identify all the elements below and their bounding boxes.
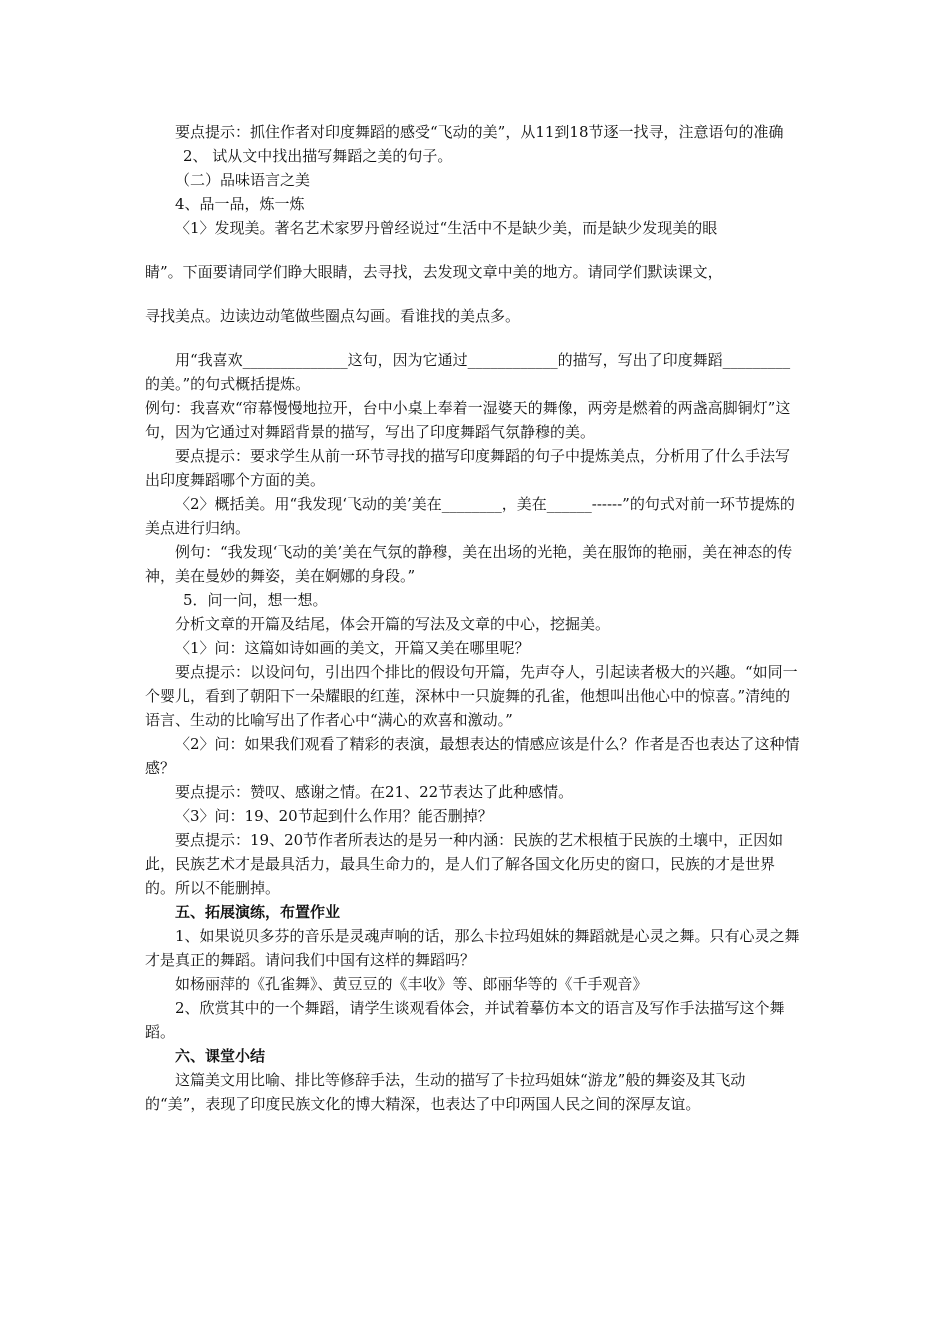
paragraph: 〈3〉问：19、20节起到什么作用？能否删掉？ bbox=[175, 807, 493, 825]
section-heading: 六、课堂小结 bbox=[175, 1047, 266, 1065]
paragraph: 要点提示：赞叹、感谢之情。在21、22节表达了此种感情。 bbox=[175, 783, 574, 801]
paragraph: 如杨丽萍的《孔雀舞》、黄豆豆的《丰收》等、郎丽华等的《千手观音》 bbox=[175, 975, 648, 993]
paragraph: 〈2〉概括美。用“我发现‘飞动的美’美在________，美在______------”的句式对前一环节提炼的美点进行归纳。 bbox=[145, 495, 795, 537]
paragraph: 2、 试从文中找出描写舞蹈之美的句子。 bbox=[183, 147, 453, 165]
paragraph: （二）品味语言之美 bbox=[175, 171, 311, 189]
paragraph: 这篇美文用比喻、排比等修辞手法，生动的描写了卡拉玛姐妹“游龙”般的舞姿及其飞动的“美”，表现了印度民族文化的博大精深，也表达了中印两国人民之间的深厚友谊。 bbox=[145, 1071, 746, 1113]
paragraph: 〈2〉问：如果我们观看了精彩的表演，最想表达的情感应该是什么？作者是否也表达了这种情感？ bbox=[145, 735, 800, 777]
paragraph: 例句：我喜欢“帘幕慢慢地拉开，台中小桌上奉着一湿婆天的舞像，两旁是燃着的两盏高脚铜灯”这句，因为它通过对舞蹈背景的描写，写出了印度舞蹈气氛静穆的美。 bbox=[145, 399, 791, 441]
paragraph: 寻找美点。边读边动笔做些圈点勾画。看谁找的美点多。 bbox=[145, 307, 521, 325]
paragraph: 要点提示：以设问句，引出四个排比的假设句开篇，先声夺人，引起读者极大的兴趣。“如同一个婴儿，看到了朝阳下一朵耀眼的红莲，深林中一只旋舞的孔雀，他想叫出他心中的惊喜。”清纯的语言、生动的比喻写出了作者心中“满心的欢喜和激动。” bbox=[145, 663, 798, 729]
paragraph: 用“我喜欢______________这句，因为它通过____________的描写，写出了印度舞蹈_________的美。”的句式概括提炼。 bbox=[145, 351, 791, 393]
paragraph: 〈1〉问：这篇如诗如画的美文，开篇又美在哪里呢？ bbox=[175, 639, 530, 657]
paragraph: 分析文章的开篇及结尾，体会开篇的写法及文章的中心，挖掘美。 bbox=[175, 615, 611, 633]
paragraph: 睛”。下面要请同学们睁大眼睛，去寻找，去发现文章中美的地方。请同学们默读课文， bbox=[145, 263, 723, 281]
paragraph: 要点提示：抓住作者对印度舞蹈的感受“飞动的美”，从11到18节逐一找寻，注意语句的准确 bbox=[175, 123, 784, 141]
paragraph: 例句：“我发现‘飞动的美’美在气氛的静穆，美在出场的光艳，美在服饰的艳丽，美在神态的传神，美在曼妙的舞姿，美在婀娜的身段。” bbox=[145, 543, 793, 585]
paragraph: 〈1〉发现美。著名艺术家罗丹曾经说过“生活中不是缺少美，而是缺少发现美的眼 bbox=[175, 219, 718, 237]
paragraph: 2、欣赏其中的一个舞蹈，请学生谈观看体会，并试着摹仿本文的语言及写作手法描写这个舞蹈。 bbox=[145, 999, 785, 1041]
paragraph: 5．问一问，想一想。 bbox=[183, 591, 328, 609]
paragraph: 4、品一品，炼一炼 bbox=[175, 195, 305, 213]
paragraph: 1、如果说贝多芬的音乐是灵魂声响的话，那么卡拉玛姐妹的舞蹈就是心灵之舞。只有心灵之舞才是真正的舞蹈。请问我们中国有这样的舞蹈吗？ bbox=[145, 927, 800, 969]
paragraph: 要点提示：19、20节作者所表达的是另一种内涵：民族的艺术根植于民族的土壤中，正因如此，民族艺术才是最具活力，最具生命力的，是人们了解各国文化历史的窗口，民族的才是世界的。所以不能删掉。 bbox=[145, 831, 784, 897]
paragraph: 要点提示：要求学生从前一环节寻找的描写印度舞蹈的句子中提炼美点，分析用了什么手法写出印度舞蹈哪个方面的美。 bbox=[145, 447, 791, 489]
section-heading: 五、拓展演练，布置作业 bbox=[175, 903, 341, 921]
